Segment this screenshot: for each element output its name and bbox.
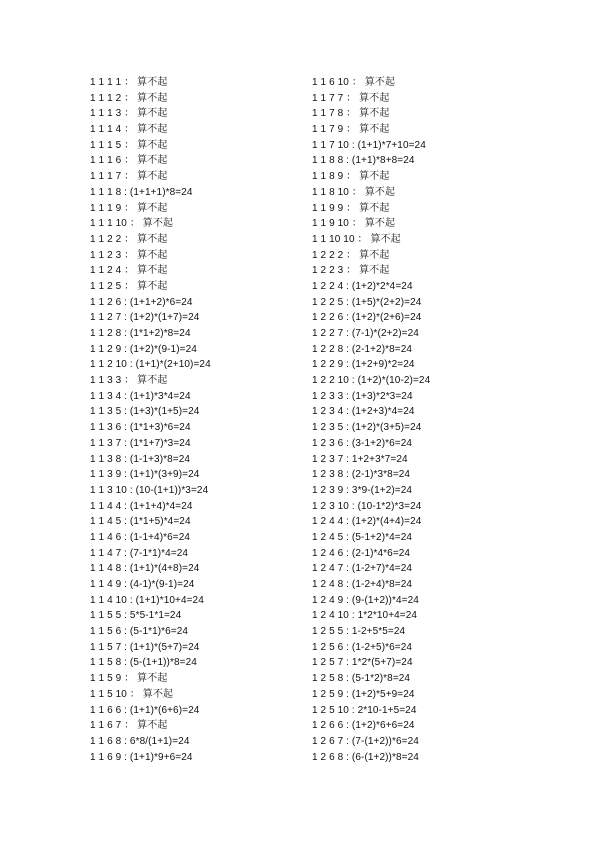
equation-line: 1 2 5 6 : (1-2+5)*6=24	[312, 641, 413, 653]
equation-line: 1 1 4 5 : (1*1+5)*4=24	[90, 516, 191, 528]
equation-line: 1 2 2 6 : (1+2)*(2+6)=24	[312, 312, 422, 324]
equation-line: 1 1 7 8 ： 算不起	[312, 108, 390, 120]
equation-line: 1 1 2 9 : (1+2)*(9-1)=24	[90, 343, 197, 355]
equation-line: 1 1 6 9 : (1+1)*9+6=24	[90, 751, 193, 763]
equation-line: 1 2 3 10 : (10-1*2)*3=24	[312, 500, 422, 512]
equation-line: 1 1 5 8 : (5-(1+1))*8=24	[90, 657, 197, 669]
equation-line: 1 1 5 7 : (1+1)*(5+7)=24	[90, 641, 200, 653]
equation-line: 1 1 1 8 : (1+1+1)*8=24	[90, 186, 193, 198]
right-column	[312, 75, 532, 765]
equation-line: 1 2 3 7 : 1+2+3*7=24	[312, 453, 408, 465]
equation-line: 1 1 1 3 ： 算不起	[90, 108, 168, 120]
equation-line: 1 1 3 8 : (1-1+3)*8=24	[90, 453, 191, 465]
equation-line: 1 1 1 10 ： 算不起	[90, 218, 174, 230]
equation-line: 1 1 1 9 ： 算不起	[90, 202, 168, 214]
equation-line: 1 2 2 10 : (1+2)*(10-2)=24	[312, 375, 431, 387]
equation-line: 1 2 6 6 : (1+2)*6+6=24	[312, 720, 415, 732]
equation-line: 1 1 4 7 : (7-1*1)*4=24	[90, 547, 189, 559]
equation-line: 1 2 3 3 : (1+3)*2*3=24	[312, 390, 413, 402]
equation-line: 1 1 2 7 : (1+2)*(1+7)=24	[90, 312, 200, 324]
equation-line: 1 2 2 9 : (1+2+9)*2=24	[312, 359, 415, 371]
equation-line: 1 2 3 6 : (3-1+2)*6=24	[312, 437, 413, 449]
equation-line: 1 1 6 10 ： 算不起	[312, 77, 396, 88]
equation-line: 1 1 2 8 : (1*1+2)*8=24	[90, 328, 191, 339]
equation-line: 1 2 2 2 ： 算不起	[312, 249, 390, 261]
equation-line: 1 1 2 3 ： 算不起	[90, 249, 168, 261]
equation-line: 1 1 9 9 ： 算不起	[312, 202, 390, 214]
equation-line: 1 2 6 7 : (7-(1+2))*6=24	[312, 735, 419, 747]
equation-line: 1 2 4 9 : (9-(1+2))*4=24	[312, 594, 419, 606]
equation-line: 1 1 3 6 : (1*1+3)*6=24	[90, 422, 191, 434]
equation-line: 1 1 9 10 ： 算不起	[312, 218, 396, 230]
equation-line: 1 1 3 7 : (1*1+7)*3=24	[90, 437, 191, 449]
equation-line: 1 1 5 6 : (5-1*1)*6=24	[90, 626, 189, 638]
equation-line: 1 1 2 4 ： 算不起	[90, 265, 168, 277]
equation-line: 1 1 4 8 : (1+1)*(4+8)=24	[90, 563, 200, 575]
equation-line: 1 1 3 9 : (1+1)*(3+9)=24	[90, 469, 200, 481]
equation-line: 1 1 7 7 ： 算不起	[312, 92, 390, 104]
equation-line: 1 1 1 6 ： 算不起	[90, 155, 168, 167]
equation-line: 1 1 8 8 : (1+1)*8+8=24	[312, 155, 415, 167]
equation-line: 1 1 2 2 ： 算不起	[90, 233, 168, 245]
equation-line: 1 1 8 9 ： 算不起	[312, 171, 390, 183]
equation-line: 1 2 4 6 : (2-1)*4*6=24	[312, 547, 411, 559]
equation-line: 1 2 6 8 : (6-(1+2))*8=24	[312, 751, 419, 763]
equation-line: 1 1 3 10 : (10-(1+1))*3=24	[90, 484, 209, 496]
equation-line: 1 1 1 5 ： 算不起	[90, 139, 168, 151]
equation-line: 1 1 8 10 ： 算不起	[312, 186, 396, 198]
equation-line: 1 1 5 9 ： 算不起	[90, 673, 168, 685]
equation-line: 1 2 4 5 : (5-1+2)*4=24	[312, 531, 413, 543]
equation-line: 1 2 5 8 : (5-1*2)*8=24	[312, 673, 411, 685]
equation-line: 1 2 5 10 : 2*10-1+5=24	[312, 704, 417, 716]
equation-line: 1 1 4 6 : (1-1+4)*6=24	[90, 531, 191, 543]
equation-line: 1 1 3 5 : (1+3)*(1+5)=24	[90, 406, 200, 418]
equation-line: 1 1 4 4 : (1+1+4)*4=24	[90, 500, 193, 512]
equation-line: 1 2 4 7 : (1-2+7)*4=24	[312, 563, 413, 575]
equation-line: 1 2 5 7 : 1*2*(5+7)=24	[312, 657, 413, 669]
equation-line: 1 2 3 4 : (1+2+3)*4=24	[312, 406, 415, 418]
equation-line: 1 2 2 3 ： 算不起	[312, 265, 390, 277]
equation-line: 1 1 1 1 ： 算不起	[90, 77, 168, 88]
equation-line: 1 1 2 5 ： 算不起	[90, 280, 168, 292]
equation-line: 1 1 1 2 ： 算不起	[90, 92, 168, 104]
equation-line: 1 2 3 5 : (1+2)*(3+5)=24	[312, 422, 422, 434]
equation-line: 1 1 7 10 : (1+1)*7+10=24	[312, 139, 426, 151]
equation-line: 1 1 2 10 : (1+1)*(2+10)=24	[90, 359, 211, 371]
equation-line: 1 2 2 8 : (2-1+2)*8=24	[312, 343, 413, 355]
equation-line: 1 1 5 5 : 5*5-1*1=24	[90, 610, 182, 622]
equation-line: 1 1 7 9 ： 算不起	[312, 124, 390, 136]
left-column	[90, 75, 290, 765]
equation-line: 1 2 2 4 : (1+2)*2*4=24	[312, 280, 413, 292]
equation-line: 1 2 4 8 : (1-2+4)*8=24	[312, 579, 413, 590]
equation-line: 1 2 5 9 : (1+2)*5+9=24	[312, 688, 415, 700]
equation-line: 1 1 4 10 : (1+1)*10+4=24	[90, 594, 204, 606]
equation-line: 1 1 10 10 ： 算不起	[312, 233, 401, 245]
equation-line: 1 1 3 3 ： 算不起	[90, 375, 168, 387]
equation-line: 1 1 6 8 : 6*8/(1+1)=24	[90, 735, 190, 747]
equation-line: 1 2 4 4 : (1+2)*(4+4)=24	[312, 516, 422, 528]
equation-line: 1 2 2 7 : (7-1)*(2+2)=24	[312, 328, 419, 339]
equation-line: 1 2 3 9 : 3*9-(1+2)=24	[312, 484, 413, 496]
equation-line: 1 1 3 4 : (1+1)*3*4=24	[90, 390, 191, 402]
equation-line: 1 1 6 6 : (1+1)*(6+6)=24	[90, 704, 200, 716]
equation-line: 1 1 1 7 ： 算不起	[90, 171, 168, 183]
equation-line: 1 2 2 5 : (1+5)*(2+2)=24	[312, 296, 422, 308]
equation-line: 1 1 2 6 : (1+1+2)*6=24	[90, 296, 193, 308]
equation-line: 1 2 3 8 : (2-1)*3*8=24	[312, 469, 411, 481]
equation-line: 1 1 6 7 ： 算不起	[90, 720, 168, 732]
equation-line: 1 2 4 10 : 1*2*10+4=24	[312, 610, 418, 622]
equation-line: 1 1 1 4 ： 算不起	[90, 124, 168, 136]
equation-line: 1 2 5 5 : 1-2+5*5=24	[312, 626, 406, 638]
equation-line: 1 1 5 10 ： 算不起	[90, 688, 174, 700]
equation-line: 1 1 4 9 : (4-1)*(9-1)=24	[90, 579, 195, 590]
